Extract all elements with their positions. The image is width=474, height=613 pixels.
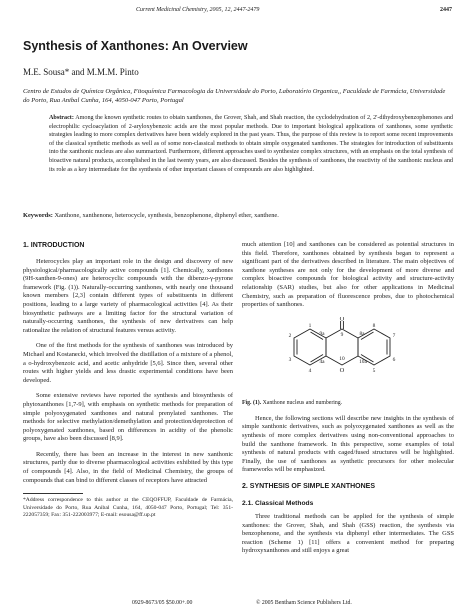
intro-paragraph-4: Recently, there has been an increase in the interest in new xanthonic structures, partly due to diverse pharmacological activities exhibited by this type of compounds [4]. Also, in the field of Medicinal Chemistry, the groups of compounds that can bind to different classes of receptors have attracted (23, 450, 233, 484)
position-7-label: 7 (392, 332, 396, 339)
position-10a-label: 10a (359, 358, 367, 365)
xanthone-structure-diagram (242, 317, 454, 397)
position-1-label: 1 (308, 322, 312, 329)
right-column (242, 241, 454, 563)
ring-oxygen-label: O (339, 366, 345, 374)
intro-paragraph-3: Some extensive reviews have reported the synthesis and biosynthesis of phytoxanthones [1,7-9], with emphasis on synthetic methods for preparation of simple polyoxygenated xanthones and natural prenylated xanthones. The methods for selective methylation/demethylation and protection/deprotection of polyoxygenated xanthones, based on differences in acidity of the phenolic groups, have also been discussed [8,9]. (23, 392, 233, 443)
author-affiliation: Centro de Estudos de Química Orgânica, Fitoquímica Farmacologia da Universidade do Porto, Laboratório Organica,, Faculdade de Farmácia, Universidade do Porto, Rua Anibal Cunha, 164, 4050-047 Porto, Portugal (23, 88, 446, 104)
running-head (0, 7, 474, 17)
page-number: 2447 (440, 7, 452, 13)
position-4-label: 4 (308, 367, 312, 374)
article-authors: M.E. Sousa* and M.M.M. Pinto (23, 67, 139, 77)
keywords-text: Xanthone, xanthenone, heterocycle, synthesis, benzophenone, diphenyl ether, xanthene. (54, 212, 279, 219)
intro-paragraph-1: Heterocycles play an important role in the design and discovery of new physiological/pharmacologically active compounds [1]. Chemically, xanthones (9H-xanthen-9-ones) are heterocyclic compounds with the dibenzo-γ-pyrone framework (Fig. (1)). Naturally-occurring xanthones, with nearly one thousand known members [2,3] contain different types of substituents in different positions, leading to a large variety of pharmacological activities [4]. As their biosynthetic pathways are a limiting factor for the structural variation of naturally-occurring xanthones, the synthesis of new derivatives can help rationalize the relation of structural features versus activity. (23, 258, 233, 334)
footnote-divider (23, 493, 83, 494)
correspondence-footnote: *Address correspondence to this author at the CEQOFFUP, Faculdade de Farmácia, Universidade do Porto, Rua Anibal Cunha, 164, 4050-047 Porto, Portugal; Tel: 351-222057359; Fax: 351-222003977; E-mail: esousa@ff.up.pt (23, 497, 233, 519)
abstract (49, 114, 453, 174)
journal-reference: Current Medicinal Chemistry, 2005, 12, 2447-2479 (136, 7, 260, 13)
keywords-label: Keywords: (23, 212, 53, 219)
issn-price: 0929-8673/05 $50.00+.00 (132, 600, 193, 606)
position-6-label: 6 (392, 356, 396, 363)
abstract-text: Among the known synthetic routes to obtain xanthones, the Grover, Shah, and Shah reaction, the cyclodehydration of 2, 2'-dihydroxybenzophenones and electrophilic cycloacylation of 2-aryloxybenzoic acids are the most popular methods. Due to important biological applications of xanthones, some synthetic strategies leading to more complex derivatives have been widely explored in the past years. Thus, the purpose of this review is to report some recent improvements of the classical synthetic methods as well as of some non-classical methods to obtain simple oxygenated xanthones. The strategies for introduction of substituents into the xanthonic nucleus are also summarized. Furthermore, different approaches used to synthesize complex structures, with an emphasis on the total synthesis of bioactive natural products, accomplished in the last twenty years, are also discussed. Besides the synthesis of xanthones, the reactivity of the xanthonic nucleus and its role as a key intermediate for the synthesis of other important classes of compounds are also highlighted. (49, 115, 453, 173)
carbonyl-oxygen-label: O (339, 316, 345, 323)
figure-caption (242, 399, 454, 407)
position-9-label: 9 (340, 331, 344, 338)
position-2-label: 2 (288, 332, 292, 339)
keywords (23, 211, 463, 220)
article-title: Synthesis of Xanthones: An Overview (23, 39, 248, 53)
left-column (23, 241, 233, 519)
abstract-label: Abstract: (49, 115, 74, 121)
intro-paragraph-2: One of the first methods for the synthesis of xanthones was introduced by Michael and Kostanecki, which involved the distillation of a mixture of a phenol, a o-hydroxybenzoic acid, and acetic anhydride [5,6]. Since then, several other routes with higher yields and less drastic experimental conditions have been developed. (23, 342, 233, 384)
position-9a-label: 9a (319, 330, 325, 337)
subsection-heading-classical-methods: 2.1. Classical Methods (242, 499, 314, 507)
intro-paragraph-continued: much attention [10] and xanthones can be considered as potential structures in this field. Therefore, xanthones obtained by synthesis began to represent a significant part of the derivatives described in literature. The main objectives of xanthone syntheses are not only for the development of more diverse and complex bioactive compounds for biological activity and structure-activity relationship (SAR) studies, but also for other applications in Medicinal Chemistry, such as preparation of fluorescence probes, due to photochemical properties of xanthones. (242, 241, 454, 309)
position-8-label: 8 (372, 322, 376, 329)
position-10-label: 10 (339, 355, 345, 362)
classical-methods-paragraph: Three traditional methods can be applied for the synthesis of simple xanthones: the Grover, Shah, and Shah (GSS) reaction, the synthesis via benzophenone, and the synthesis via diphenyl ether intermediates. The GSS reaction (Scheme 1) [11] offers a convenient method for preparing hydroxyxanthones and still enjoys a great (242, 512, 454, 555)
figure-caption-label: Fig. (1). (242, 399, 262, 406)
figure-caption-text: Xanthone nucleus and numbering. (262, 399, 343, 406)
position-8a-label: 8a (359, 330, 365, 337)
atom-labels (289, 317, 396, 374)
xanthone-structure-figure (242, 317, 454, 397)
overview-paragraph: Hence, the following sections will describe new insights in the synthesis of simple xanthonic derivatives, such as polyoxygenated xanthones as well as the synthesis of more complex derivatives using non-conventional approaches to build the xanthone framework. In this perspective, some examples of total synthesis of natural products with caged/fused structures will be highlighted. Finally, the use of xanthones as synthetic precursors for other molecular frameworks will be emphasized. (242, 414, 454, 474)
position-4a-label: 4a (319, 358, 325, 365)
section-heading-introduction: 1. INTRODUCTION (23, 242, 85, 249)
position-3-label: 3 (288, 356, 292, 363)
copyright-notice: © 2005 Bentham Science Publishers Ltd. (256, 600, 352, 606)
section-heading-simple-xanthones: 2. SYNTHESIS OF SIMPLE XANTHONES (242, 482, 376, 490)
position-5-label: 5 (372, 367, 376, 374)
page-footer (0, 600, 474, 610)
